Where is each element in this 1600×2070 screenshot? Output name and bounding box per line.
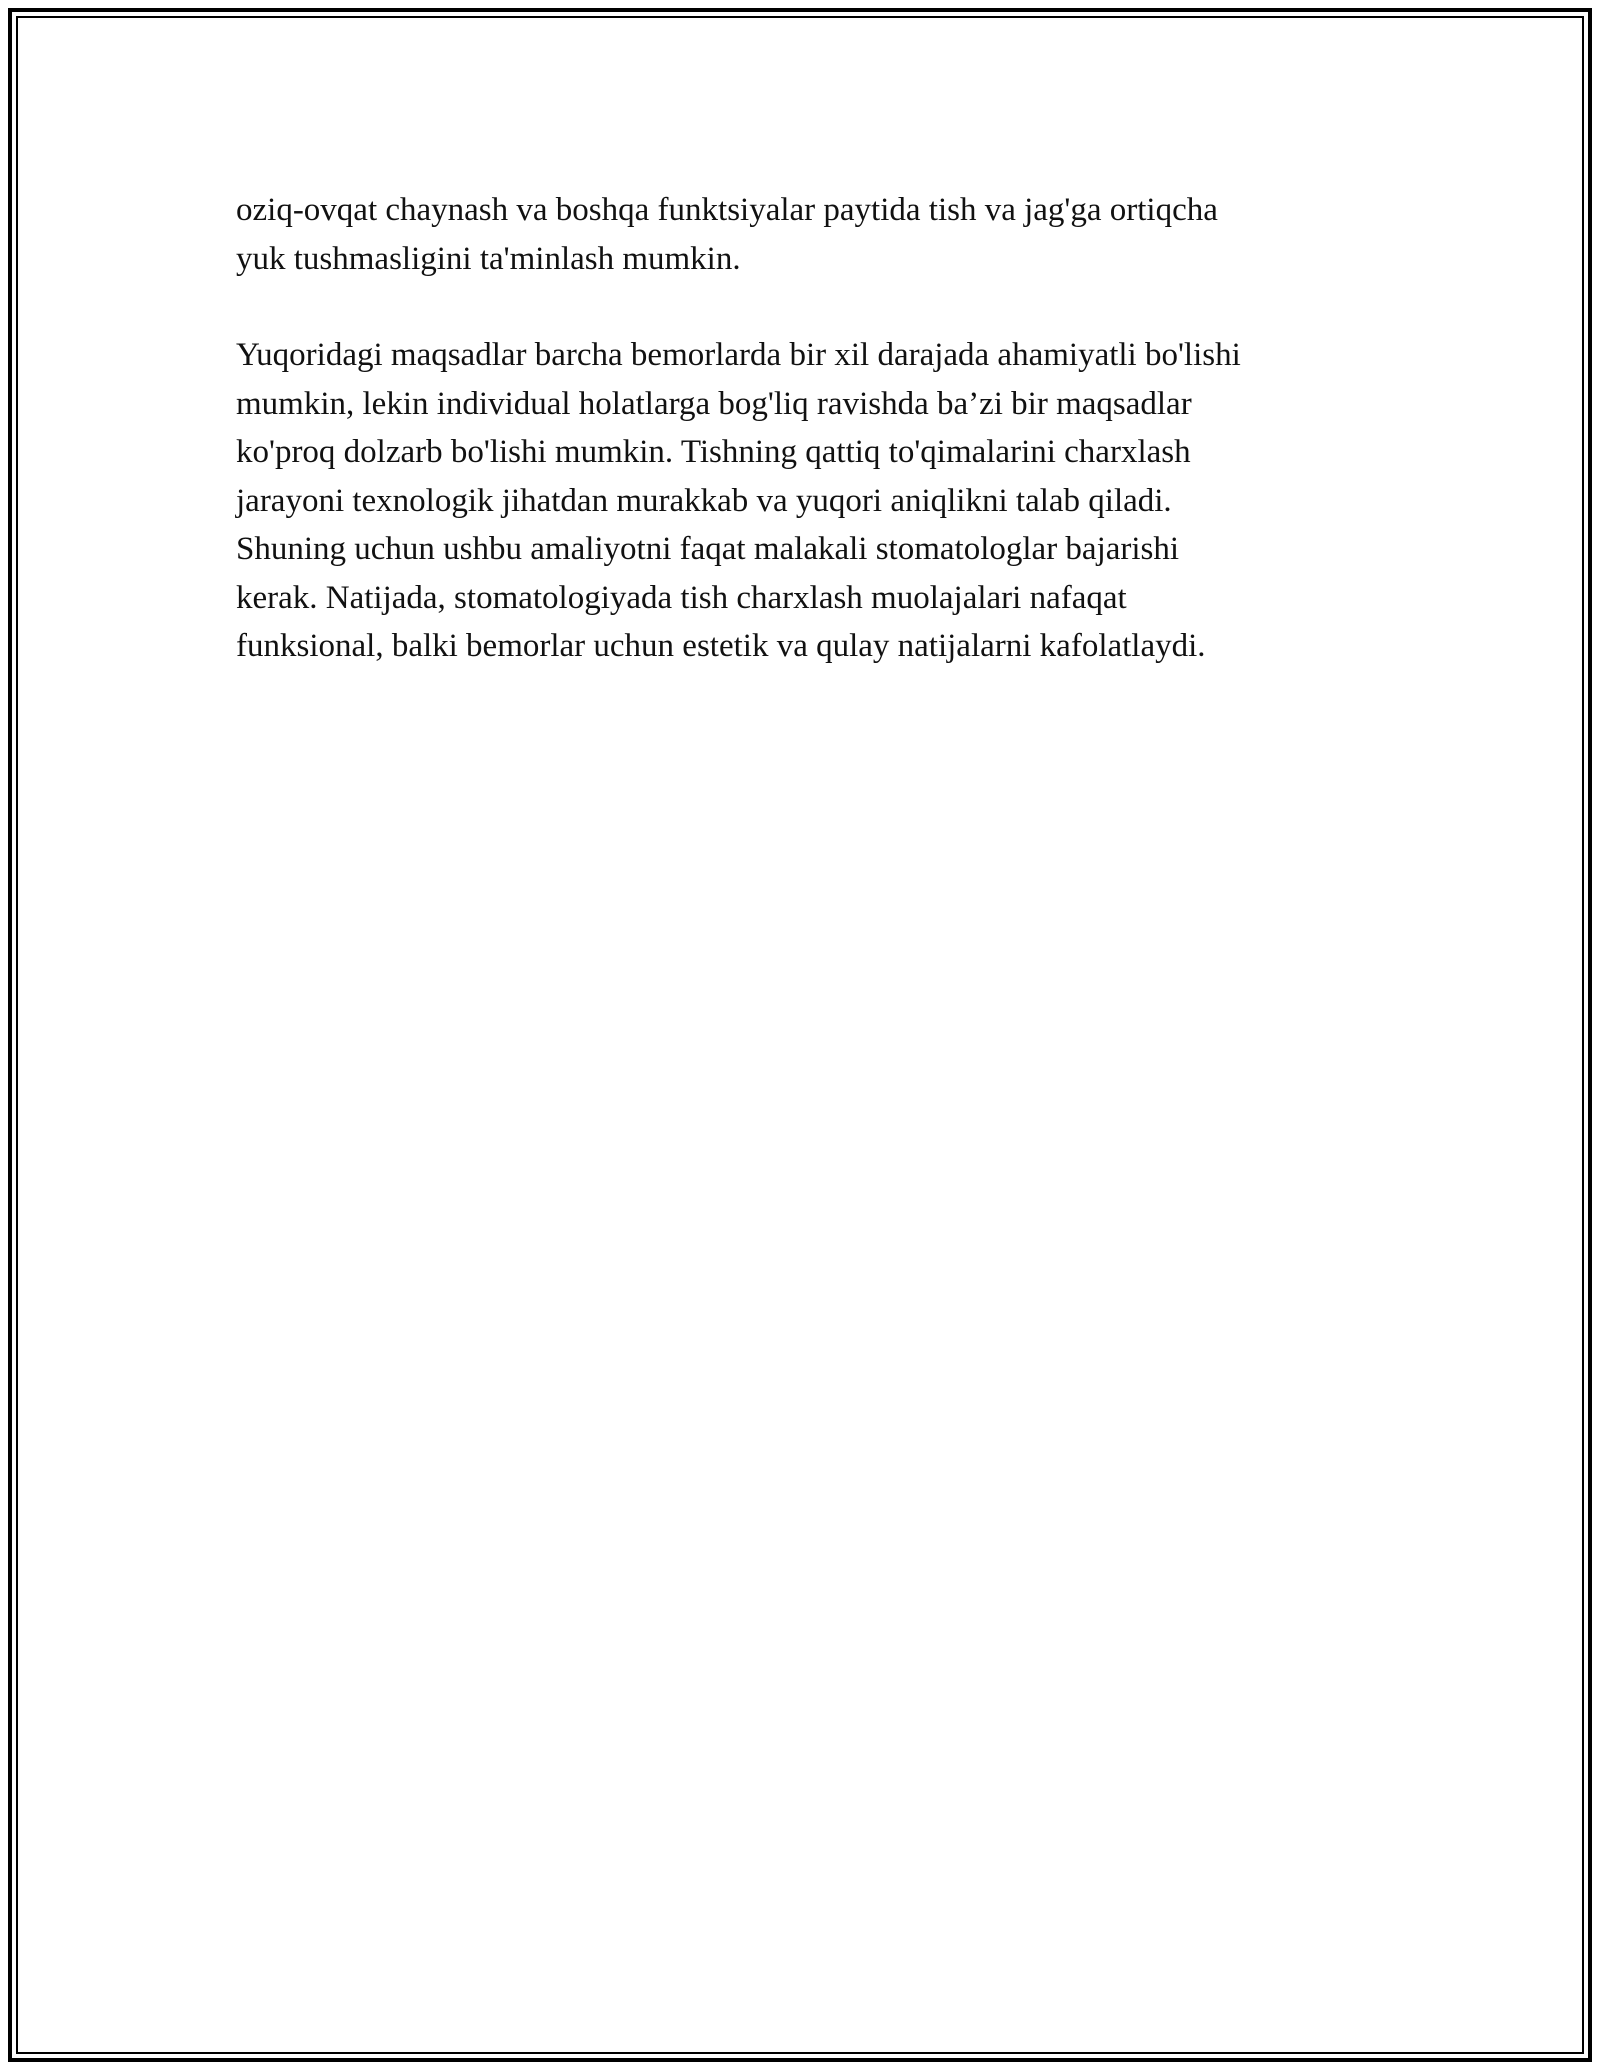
paragraph-continuation: oziq-ovqat chaynash va boshqa funktsiyalar paytida tish va jag'ga ortiqcha yuk tushmasligini ta'minlash mumkin. (236, 192, 1218, 277)
document-body (236, 186, 1376, 671)
paragraph-goals: Yuqoridagi maqsadlar barcha bemorlarda bir xil darajada ahamiyatli bo'lishi mumkin, lekin individual holatlarga bog'liq ravishda ba’zi bir maqsadlar ko'proq dolzarb bo'lishi mumkin. Tishning qattiq to'qimalarini charxlash jarayoni texnologik jihatdan murakkab va yuqori aniqlikni talab qiladi. Shuning uchun ushbu amaliyotni faqat malakali stomatologlar bajarishi kerak. Natijada, stomatologiyada tish charxlash muolajalari nafaqat funksional, balki bemorlar uchun estetik va qulay natijalarni kafolatlaydi. (236, 337, 1241, 664)
